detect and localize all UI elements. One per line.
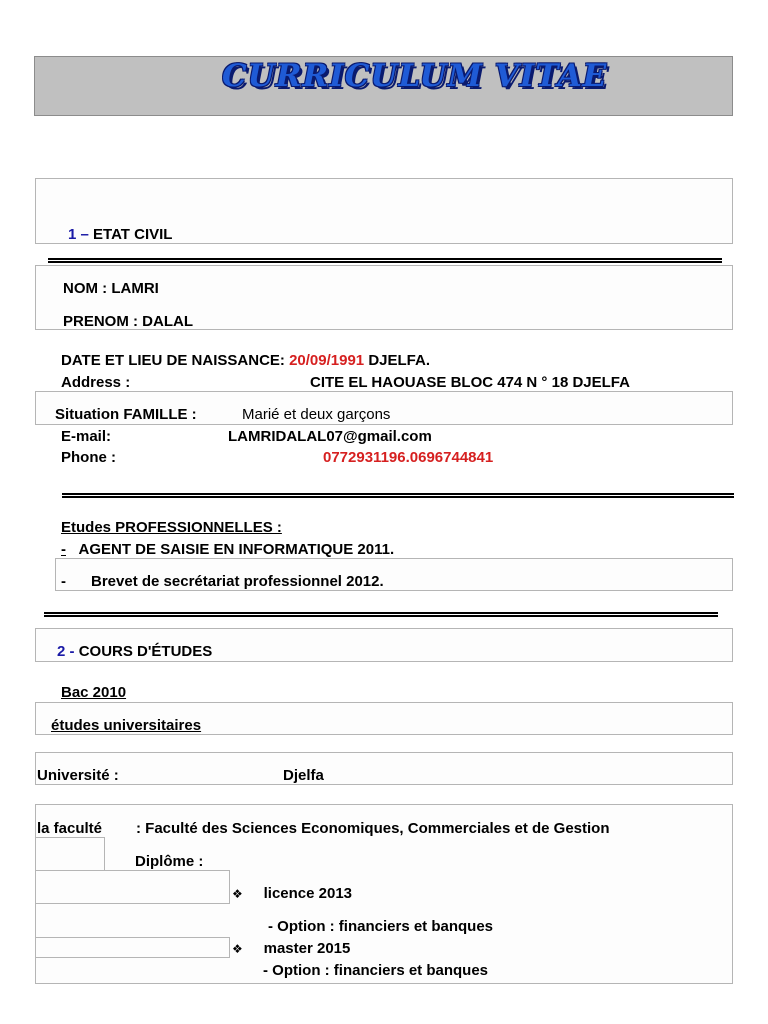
diploma-title-2: master 2015 — [263, 940, 351, 957]
email-value: LAMRIDALAL07@gmail.com — [228, 428, 432, 445]
address-value: CITE EL HAOUASE BLOC 474 N ° 18 DJELFA — [310, 374, 630, 391]
section1-number: 1 — [68, 226, 77, 243]
diploma-item-1 — [232, 885, 352, 902]
section1-heading — [68, 226, 172, 243]
nom-field: NOM : LAMRI — [63, 280, 159, 297]
university-value: Djelfa — [283, 767, 324, 784]
diploma-option-2: - Option : financiers et banques — [263, 962, 489, 979]
section2-number: 2 - — [57, 643, 75, 660]
diamond-bullet-icon: ❖ — [232, 942, 243, 956]
university-label: Université : — [37, 767, 119, 784]
divider-2 — [62, 493, 734, 498]
section1-title: ETAT CIVIL — [93, 226, 173, 243]
diamond-bullet-icon: ❖ — [232, 887, 243, 901]
situation-value: Marié et deux garçons — [242, 406, 391, 423]
email-label: E-mail: — [61, 428, 112, 445]
birth-line — [61, 352, 430, 369]
situation-label: Situation FAMILLE : — [55, 406, 197, 423]
section2-heading — [57, 643, 212, 660]
phone-value: 0772931196.0696744841 — [323, 449, 494, 466]
section1-dash: – — [76, 226, 94, 243]
birth-date: 20/09/1991 — [289, 352, 365, 369]
university-box — [35, 752, 733, 785]
divider-3 — [44, 612, 718, 617]
faculty-col-divider — [104, 837, 105, 871]
prenom-field: PRENOM : DALAL — [63, 313, 193, 330]
faculty-row-divider — [35, 837, 105, 838]
bac-label: Bac 2010 — [61, 684, 127, 701]
birth-place: DJELFA. — [364, 352, 431, 369]
address-label: Address : — [61, 374, 131, 391]
phone-label: Phone : — [61, 449, 116, 466]
page-title: CURRICULUM VITAE — [222, 58, 608, 94]
professional-bullet-2: - — [61, 573, 66, 590]
master-cell-border — [35, 937, 230, 958]
professional-bullet-1: - — [61, 541, 66, 558]
professional-item-1 — [61, 541, 394, 558]
professional-item-2 — [61, 573, 384, 590]
birth-label: DATE ET LIEU DE NAISSANCE: — [61, 352, 290, 369]
divider-1 — [48, 258, 722, 263]
studies-label: études universitaires — [51, 717, 202, 734]
professional-title: Etudes PROFESSIONNELLES : — [61, 519, 282, 536]
section2-title: COURS D'ÉTUDES — [78, 643, 213, 660]
licence-cell-border — [35, 870, 230, 904]
faculty-label: la faculté — [37, 820, 103, 837]
professional-text-2: Brevet de secrétariat professionnel 2012. — [91, 573, 384, 590]
faculty-value: : Faculté des Sciences Economiques, Commerciales et de Gestion — [136, 820, 610, 837]
diploma-label: Diplôme : — [135, 853, 204, 870]
diploma-item-2 — [232, 940, 350, 957]
professional-text-1: AGENT DE SAISIE EN INFORMATIQUE 2011. — [78, 541, 395, 558]
diploma-option-1: - Option : financiers et banques — [268, 918, 494, 935]
diploma-title-1: licence 2013 — [263, 885, 353, 902]
